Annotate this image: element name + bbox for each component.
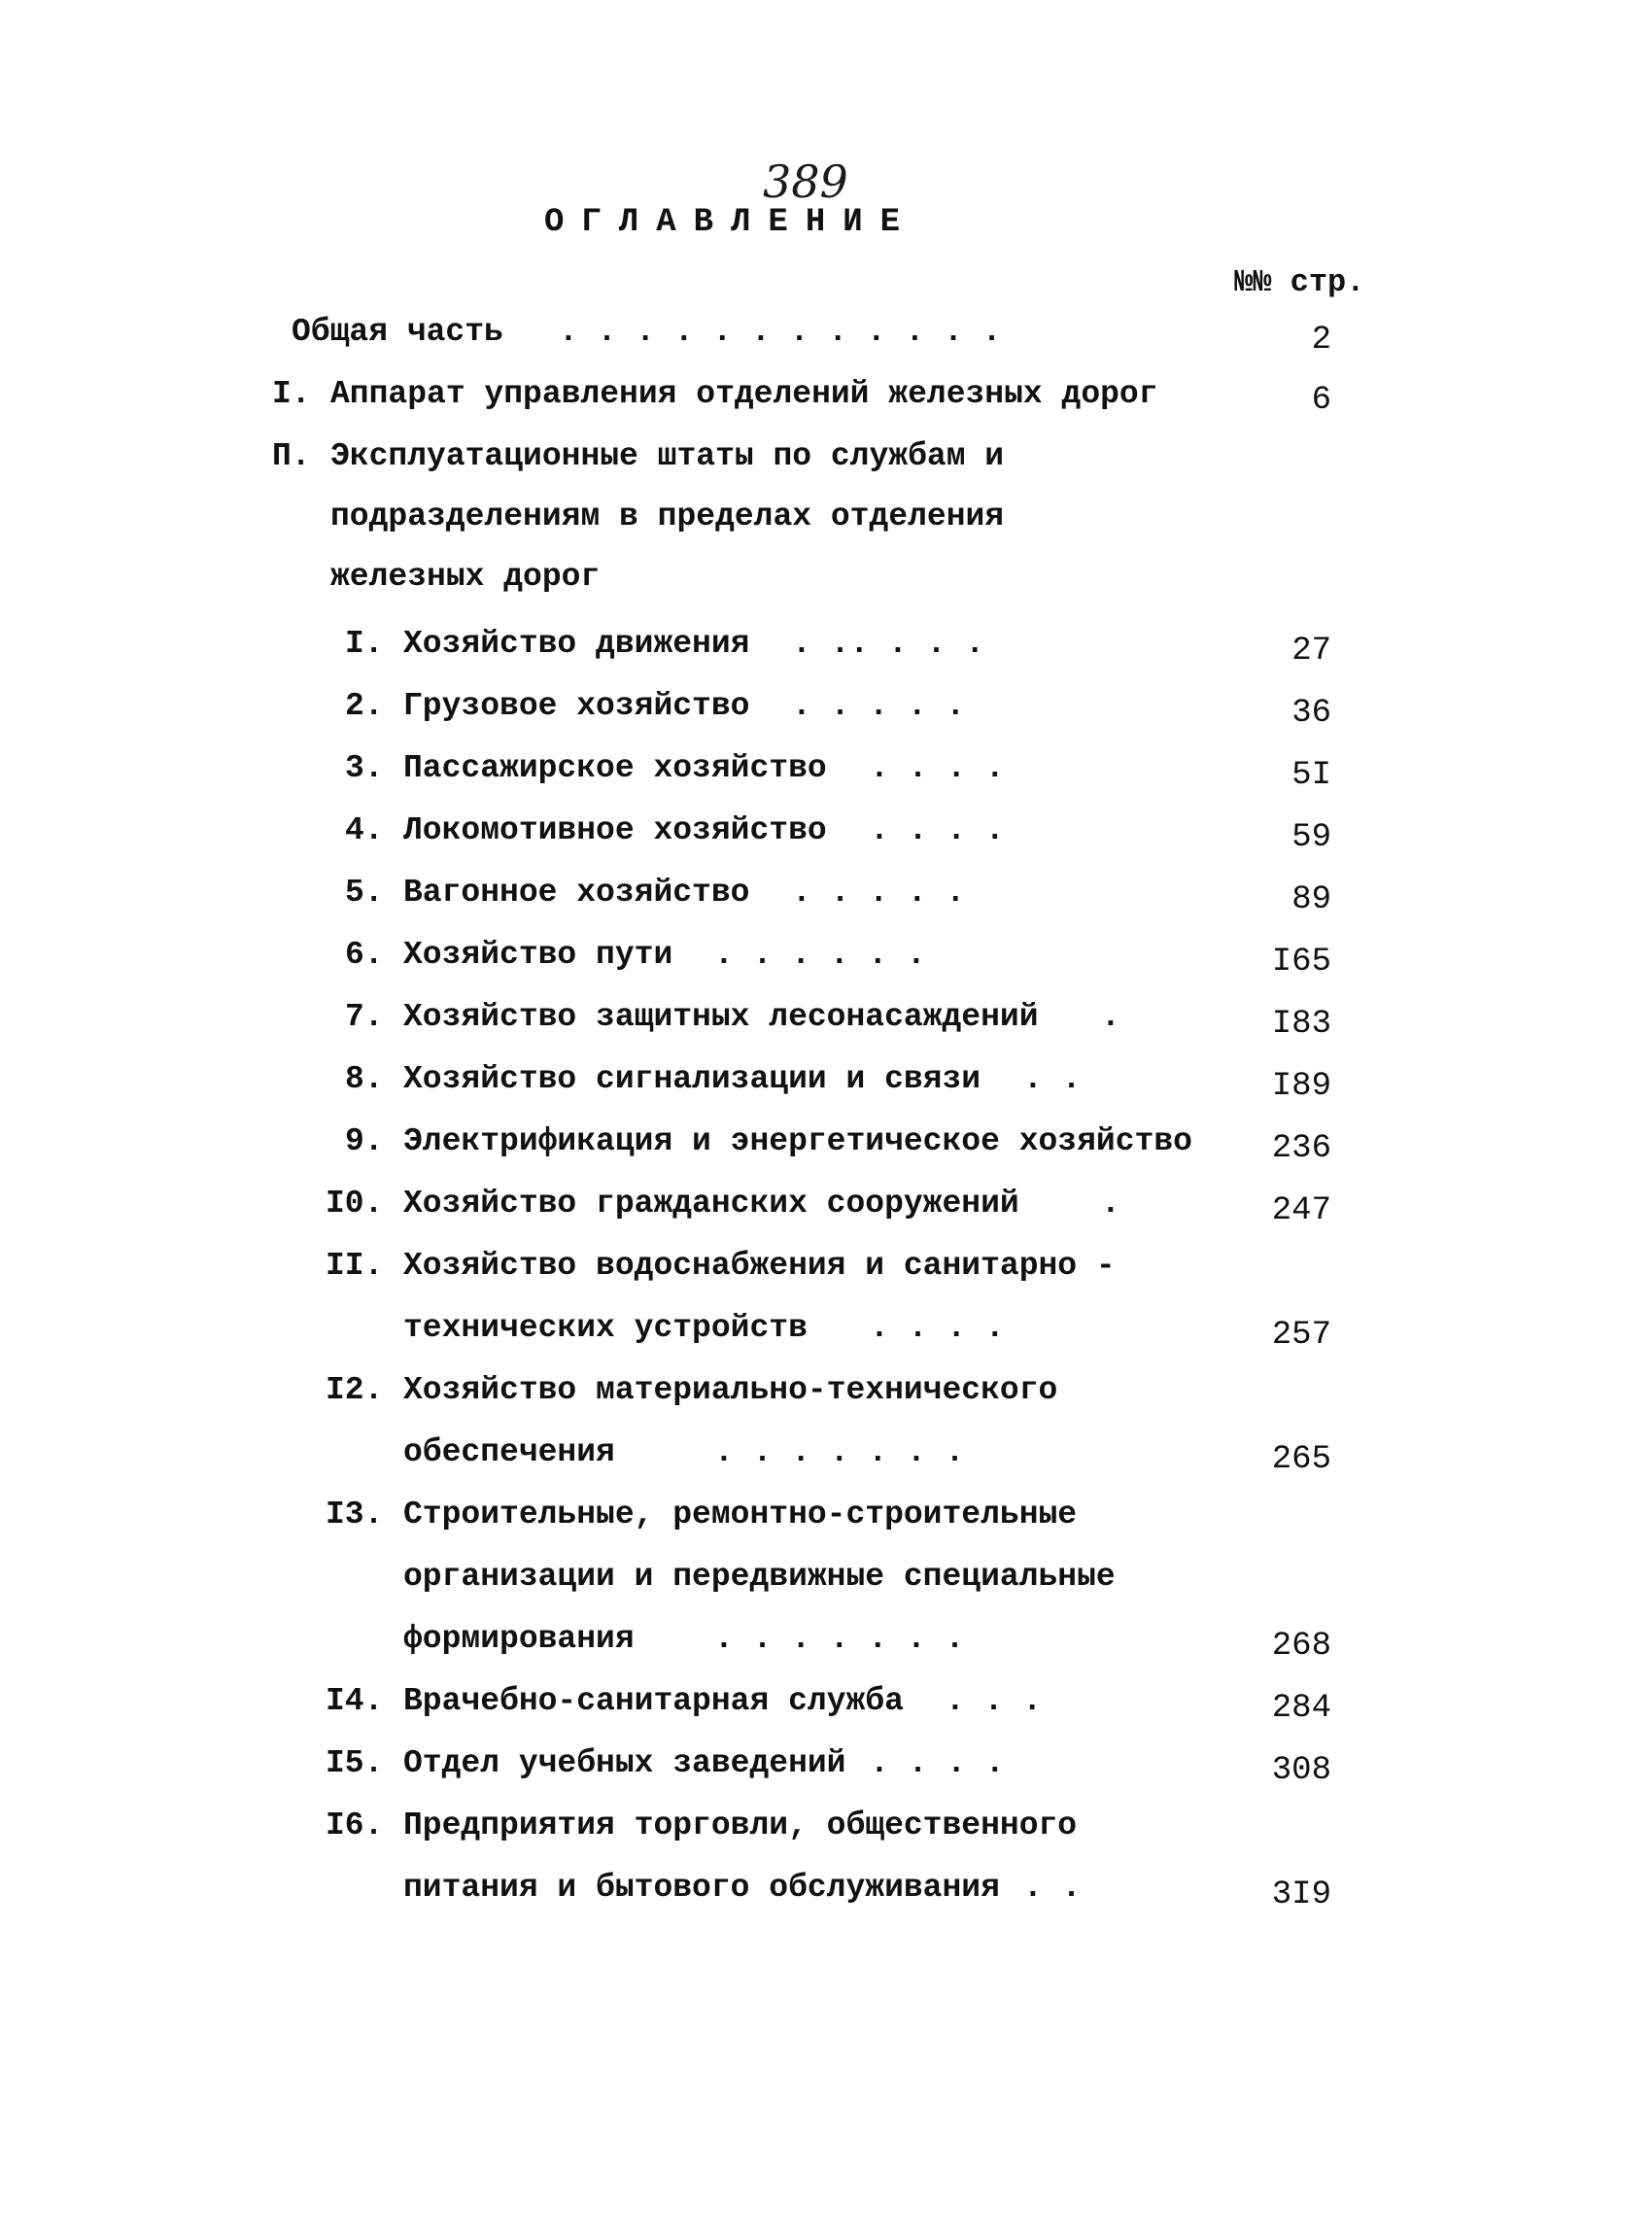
toc-entry-number: П. [272,438,311,474]
toc-entry-label: железных дорог [330,559,601,595]
toc-entry-number: I. [272,376,311,412]
toc-entry-label: формирования [403,1621,635,1657]
toc-entry-label: Электрификация и энергетическое хозяйство [403,1123,1192,1159]
toc-page-number: 89 [1291,881,1331,918]
toc-page-number: I65 [1271,944,1331,981]
toc-entry-number: I5. [326,1745,384,1781]
toc-page-number: 268 [1271,1628,1331,1665]
toc-entry-label: Предприятия торговли, общественного [403,1808,1078,1843]
toc-leader-dots: . . . . . . . . . . . . [559,314,1002,350]
toc-entry-number: 7. [345,999,384,1035]
toc-entry-label: Строительные, ремонтно-строительные [403,1497,1078,1532]
toc-entry-number: I2. [326,1372,384,1408]
toc-entry-number: 2. [345,688,384,724]
toc-entry-number: 8. [345,1061,384,1097]
toc-page-number: 6 [1311,382,1331,419]
toc-leader-dots: . . . . . . . [714,1621,965,1657]
toc-page-number: 3I9 [1271,1876,1331,1913]
toc-entry-label: Хозяйство пути [403,937,673,973]
toc-page-number: 257 [1271,1317,1331,1354]
toc-leader-dots: . . [1023,1870,1082,1906]
toc-entry-label: обеспечения [403,1434,615,1470]
toc-entry-number: I6. [326,1808,384,1843]
toc-entry-label: Хозяйство движения [403,626,750,662]
toc-entry-number: 4. [345,812,384,848]
toc-entry-label: Хозяйство гражданских сооружений [403,1186,1019,1222]
toc-page-number: 284 [1271,1690,1331,1727]
page-number: 389 [763,155,848,208]
toc-entry-number: II. [326,1248,384,1284]
toc-page-number: 236 [1271,1130,1331,1167]
toc-leader-dots: . .. . . . [792,626,985,662]
toc-entry-number: 9. [345,1123,384,1159]
toc-leader-dots: . [1101,1186,1120,1222]
toc-page-number: 247 [1271,1192,1331,1229]
page-title: ОГЛАВЛЕНИЕ [544,204,918,241]
toc-entry-number: I. [345,626,384,662]
toc-entry-number: 6. [345,937,384,973]
toc-entry-label: Общая часть [292,314,503,350]
toc-page-number: 2 [1311,322,1331,359]
toc-entry-number: I3. [326,1497,384,1532]
toc-leader-dots: . . . . . . . [714,1434,965,1470]
toc-entry-label: Отдел учебных заведений [403,1745,846,1781]
toc-page-number: 36 [1291,695,1331,732]
toc-page-number: 59 [1291,819,1331,856]
toc-leader-dots: . [1101,999,1120,1035]
toc-entry-label: организации и передвижные специальные [403,1559,1116,1595]
toc-leader-dots: . . . . [870,812,1005,848]
toc-leader-dots: . . [1023,1061,1082,1097]
toc-entry-label: Локомотивное хозяйство [403,812,827,848]
toc-page-number: 265 [1271,1441,1331,1478]
toc-entry-number: 5. [345,875,384,911]
toc-page-number: I83 [1271,1006,1331,1043]
toc-page-number: 27 [1291,633,1331,670]
toc-leader-dots: . . . . . . [714,937,926,973]
toc-entry-label: питания и бытового обслуживания [403,1870,1000,1906]
toc-entry-label: Эксплуатационные штаты по службам и [330,438,1005,474]
toc-entry-label: Вагонное хозяйство [403,875,750,911]
page-column-header: №№ стр. [1234,264,1365,300]
toc-entry-label: Хозяйство материально-технического [403,1372,1058,1408]
toc-entry-number: I4. [326,1683,384,1719]
toc-entry-number: I0. [326,1186,384,1222]
toc-entry-number: 3. [345,750,384,786]
toc-leader-dots: . . . . [870,1745,1005,1781]
toc-entry-label: подразделениям в пределах отделения [330,499,1005,534]
toc-page-number: 5I [1291,757,1331,794]
toc-leader-dots: . . . . . [792,688,966,724]
toc-page-number: I89 [1271,1068,1331,1105]
toc-entry-label: Грузовое хозяйство [403,688,750,724]
toc-entry-label: Врачебно-санитарная служба [403,1683,904,1719]
toc-page-number: 308 [1271,1752,1331,1789]
toc-leader-dots: . . . [946,1683,1043,1719]
toc-entry-label: Хозяйство водоснабжения и санитарно - [403,1248,1116,1284]
toc-leader-dots: . . . . . [792,875,966,911]
toc-leader-dots: . . . . [870,1310,1005,1346]
toc-leader-dots: . . . . [870,750,1005,786]
toc-entry-label: Хозяйство защитных лесонасаждений [403,999,1039,1035]
toc-entry-label: Хозяйство сигнализации и связи [403,1061,981,1097]
toc-entry-label: Аппарат управления отделений железных дорог [330,376,1158,412]
toc-entry-label: Пассажирское хозяйство [403,750,827,786]
toc-entry-label: технических устройств [403,1310,808,1346]
